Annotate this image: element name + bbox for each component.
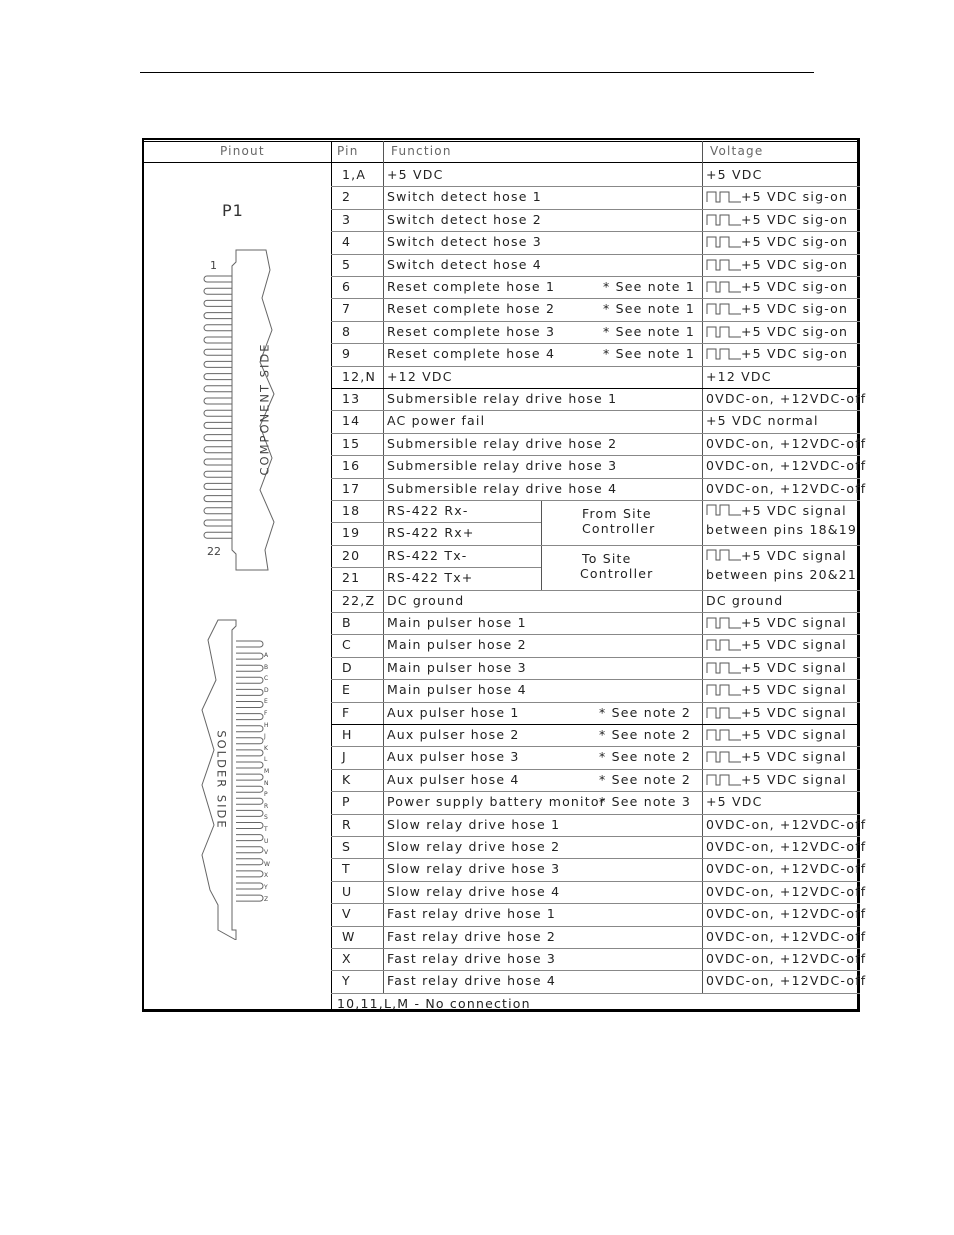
pin-number: H [342,727,353,742]
row-rule [331,522,541,523]
pulse-train-icon [706,280,742,294]
contact-finger [236,677,263,683]
pulse-train-icon [706,683,742,697]
contact-finger [204,398,232,404]
pin-number: 2 [342,189,352,205]
row-rule [331,298,860,299]
function-text: Submersible relay drive hose 3 [387,458,618,474]
voltage-text: +5 VDC sig-on [741,323,849,339]
voltage-text: +5 VDC sig-on [741,256,849,272]
pin-number: U [342,883,353,899]
row-rule [331,679,860,680]
row-rule [331,478,860,479]
function-text: Fast relay drive hose 1 [387,906,557,922]
function-text: Fast relay drive hose 2 [387,928,557,944]
contact-finger [204,435,232,441]
pin-number: E [342,682,352,698]
pin-number: X [342,951,352,966]
function-text: Switch detect hose 3 [387,234,542,250]
solder-pin-letter: Z [264,895,269,903]
contact-finger [236,750,263,756]
pulse-train-icon [706,728,742,742]
contact-finger [204,471,232,477]
function-text: Reset complete hose 1 [387,279,556,294]
solder-pin-letter: J [264,733,266,741]
function-text: +5 VDC [387,167,444,182]
pin-number: R [342,816,352,832]
contact-finger [236,883,263,889]
note-ref: * See note 2 [599,704,692,720]
pulse-train-icon [706,235,742,249]
contact-finger [204,386,232,392]
voltage-text: 0VDC-on, +12VDC-off [706,951,867,966]
pin-number: 20 [342,547,361,563]
contact-finger [204,300,232,306]
pin-number: 22,Z [342,592,376,608]
voltage-text: 0VDC-on, +12VDC-off [706,839,867,854]
pulse-train-icon [706,190,742,204]
solder-pin-letter: D [264,686,269,694]
row-rule [331,657,860,658]
contact-finger [204,422,232,428]
solder-pin-letter: K [264,744,268,752]
function-text: Submersible relay drive hose 2 [387,435,618,451]
contact-finger [204,313,232,319]
function-text: Reset complete hose 3 [387,323,556,339]
pulse-train-icon [706,750,742,764]
pulse-train-icon [706,302,742,316]
contact-finger [236,895,263,901]
last-pin-label: 22 [207,545,221,558]
function-text: Main pulser hose 3 [387,659,527,675]
function-text: DC ground [387,592,465,608]
column-divider [702,141,703,993]
solder-pin-letter: N [264,779,269,787]
function-text: Slow relay drive hose 4 [387,883,561,899]
pin-number: 15 [342,435,361,451]
function-text: Reset complete hose 2 [387,301,556,317]
voltage-text: 0VDC-on, +12VDC-off [706,816,867,832]
row-rule [331,433,860,434]
note-ref: * See note 1 [603,279,696,294]
function-text: AC power fail [387,413,486,429]
pin-number: F [342,704,351,720]
pin-number: C [342,637,352,653]
voltage-text: +5 VDC signal [741,682,847,698]
pulse-train-icon [706,706,742,720]
header-bottom-rule [142,162,860,163]
pulse-train-icon [706,213,742,227]
pin-number: 16 [342,458,361,474]
contact-finger [204,447,232,453]
solder-pin-letter: F [264,710,268,717]
voltage-text: 0VDC-on, +12VDC-off [706,480,867,496]
voltage-text: +5 VDC signal [741,771,847,787]
voltage-text: +5 VDC signal [741,637,847,653]
header-pinout: Pinout [220,144,265,158]
pulse-train-icon [706,325,742,339]
row-rule [331,836,860,837]
pin-number: 18 [342,503,361,518]
row-rule [331,388,860,389]
function-text: Power supply battery monitor [387,794,607,810]
row-rule [331,814,860,815]
voltage-text: 0VDC-on, +12VDC-off [706,906,867,922]
page-rule [140,72,814,73]
row-rule [331,881,860,882]
row-rule [331,948,860,949]
function-text: RS-422 Rx+ [387,525,475,541]
voltage-text: 0VDC-on, +12VDC-off [706,928,867,944]
contact-finger [204,508,232,514]
contact-finger [236,871,263,877]
contact-finger [236,847,263,853]
pin-number: 6 [342,279,352,294]
note-ref: * See note 2 [599,749,692,765]
contact-finger [204,374,232,380]
contact-finger [236,774,263,780]
pin-number: D [342,659,353,675]
contact-finger [204,325,232,331]
no-connection-note: 10,11,L,M - No connection [337,995,531,1011]
solder-pin-letter: Y [264,884,268,891]
row-rule [331,321,860,322]
pin-number: T [342,861,351,877]
voltage-text: +5 VDC [706,167,763,182]
pin-number: B [342,615,352,630]
pin-number: J [342,749,347,765]
pin-number: 5 [342,256,352,272]
row-rule [331,612,860,613]
voltage-text: +5 VDC signal [741,727,847,742]
header-voltage: Voltage [710,144,764,158]
contact-finger [236,653,263,659]
contact-finger [204,349,232,355]
header-pin: Pin [337,144,359,158]
row-rule [331,926,860,927]
row-rule [331,858,860,859]
note-ref: * See note 1 [603,323,696,339]
pin-number: 1,A [342,167,367,182]
voltage-text: +5 VDC signal [741,615,847,630]
solder-pin-letter: R [264,802,269,810]
voltage-text: +5 VDC normal [706,413,819,429]
note-ref: * See note 2 [599,727,692,742]
rx-direction-label: From Site [582,506,652,521]
note-ref: * See note 1 [603,346,696,362]
row-rule [331,702,860,703]
function-text: Fast relay drive hose 4 [387,973,557,989]
function-text: RS-422 Tx+ [387,570,474,586]
solder-pin-letter: T [264,826,268,833]
pin-number: 4 [342,234,352,250]
function-text: Main pulser hose 4 [387,682,527,698]
pulse-train-icon [706,347,742,361]
pin-number: 14 [342,413,361,429]
contact-finger [204,483,232,489]
row-rule [331,903,860,904]
function-text: Switch detect hose 2 [387,211,542,227]
function-text: Slow relay drive hose 2 [387,839,561,854]
solder-pin-letter: H [264,721,269,729]
pin-number: 17 [342,480,361,496]
pulse-train-icon [706,503,742,517]
contact-finger [236,641,263,647]
pin-number: S [342,839,352,854]
row-rule [331,209,860,210]
function-text: Slow relay drive hose 1 [387,816,561,832]
contact-finger [236,835,263,841]
voltage-text: +5 VDC sig-on [741,211,849,227]
function-text: Aux pulser hose 4 [387,771,520,787]
pin-number: 8 [342,323,352,339]
voltage-text: 0VDC-on, +12VDC-off [706,883,867,899]
contact-finger [236,798,263,804]
voltage-text: +5 VDC sig-on [741,346,849,362]
voltage-text: +12 VDC [706,368,772,384]
voltage-text: between pins 18&19 [706,522,858,537]
solder-pin-letter: V [264,849,269,857]
row-rule [331,254,860,255]
pin-number: 21 [342,570,361,586]
tx-direction-label: Controller [580,565,654,581]
row-rule [331,186,860,187]
function-text: Slow relay drive hose 3 [387,861,561,877]
contact-finger [236,810,263,816]
contact-finger [236,762,263,768]
row-rule [331,634,860,635]
voltage-text: +5 VDC signal [741,547,847,563]
pulse-train-icon [706,638,742,652]
pin-number: W [342,928,356,944]
pin-number: K [342,771,352,787]
contact-finger [236,823,263,829]
contact-finger [236,738,263,744]
header-top-rule [142,141,860,142]
contact-finger [236,665,263,671]
row-rule [331,343,860,344]
row-rule [331,455,860,456]
function-text: Main pulser hose 1 [387,615,527,630]
function-text: Submersible relay drive hose 4 [387,480,618,496]
solder-pin-letter: C [264,675,269,683]
pin-number: 12,N [342,368,377,384]
solder-pin-letter: X [264,872,269,880]
solder-side-label: SOLDER SIDE [214,730,229,830]
function-text: Aux pulser hose 3 [387,749,520,765]
function-text: Submersible relay drive hose 1 [387,391,618,406]
row-rule [331,769,860,770]
solder-pin-letter: U [264,837,269,845]
row-rule [331,791,860,792]
contact-finger [204,459,232,465]
function-text: Reset complete hose 4 [387,346,556,362]
function-text: Switch detect hose 4 [387,256,542,272]
solder-pin-letter: S [264,814,268,822]
pin-number: Y [342,973,351,989]
component-side-label: COMPONENT SIDE [257,342,272,476]
voltage-text: between pins 20&21 [706,566,858,582]
pin-number: 3 [342,211,352,227]
row-rule [331,724,860,725]
row-rule [331,276,860,277]
row-rule [331,231,860,232]
tx-direction-label: To Site [582,550,632,566]
voltage-text: +5 VDC sig-on [741,279,849,294]
voltage-text: +5 VDC signal [741,503,847,518]
voltage-text: +5 VDC sig-on [741,234,849,250]
voltage-text: +5 VDC sig-on [741,301,849,317]
contact-finger [236,689,263,695]
pulse-train-icon [706,773,742,787]
pin-number: 19 [342,525,361,541]
pin-number: 13 [342,391,361,406]
row-rule [331,366,860,367]
pulse-train-icon [706,661,742,675]
function-text: +12 VDC [387,368,453,384]
pin-number: V [342,906,352,922]
voltage-text: DC ground [706,592,784,608]
function-text: Aux pulser hose 2 [387,727,520,742]
contact-finger [236,702,263,708]
contact-finger [204,288,232,294]
solder-pin-letter: L [264,756,268,764]
voltage-text: +5 VDC signal [741,704,847,720]
edge-connector-drawing [180,240,300,940]
note-ref: * See note 3 [599,794,692,810]
header-function: Function [391,144,452,158]
voltage-text: +5 VDC [706,794,763,810]
contact-finger [204,520,232,526]
contact-finger [236,786,263,792]
contact-finger [204,337,232,343]
solder-pin-letter: E [264,698,268,706]
pulse-train-icon [706,616,742,630]
function-text: Switch detect hose 1 [387,189,542,205]
row-rule [331,590,860,591]
connector-title: P1 [222,201,244,220]
solder-pin-letter: M [264,768,270,775]
note-ref: * See note 2 [599,771,692,787]
function-text: Aux pulser hose 1 [387,704,520,720]
contact-finger [236,859,263,865]
pin-number: 7 [342,301,352,317]
voltage-text: 0VDC-on, +12VDC-off [706,435,867,451]
contact-finger [204,361,232,367]
contact-finger [204,276,232,282]
contact-finger [236,714,263,720]
pin-number: P [342,794,351,810]
solder-pin-letter: A [264,652,269,659]
voltage-text: 0VDC-on, +12VDC-off [706,391,867,406]
pulse-train-icon [706,258,742,272]
pin-number: 9 [342,346,352,362]
function-text: RS-422 Tx- [387,547,468,563]
solder-pin-letter: W [264,860,270,868]
voltage-text: 0VDC-on, +12VDC-off [706,861,867,877]
function-text: Main pulser hose 2 [387,637,527,653]
row-rule [331,567,541,568]
voltage-text: +5 VDC signal [741,659,847,675]
voltage-text: +5 VDC sig-on [741,189,849,205]
row-rule [331,410,860,411]
voltage-text: 0VDC-on, +12VDC-off [706,458,867,474]
contact-finger [236,726,263,732]
row-rule [331,500,860,501]
row-rule [331,746,860,747]
note-ref: * See note 1 [603,301,696,317]
contact-finger [204,496,232,502]
row-rule [331,970,860,971]
contact-finger [204,532,232,538]
first-pin-label: 1 [210,259,217,272]
function-text: Fast relay drive hose 3 [387,951,557,966]
rx-direction-label: Controller [582,521,656,536]
function-text: RS-422 Rx- [387,503,469,518]
voltage-text: 0VDC-on, +12VDC-off [706,973,867,989]
pulse-train-icon [706,548,742,562]
solder-pin-letter: P [264,791,268,799]
voltage-text: +5 VDC signal [741,749,847,765]
row-rule [331,545,860,546]
row-rule [331,993,860,994]
contact-finger [204,410,232,416]
solder-pin-letter: B [264,663,269,671]
